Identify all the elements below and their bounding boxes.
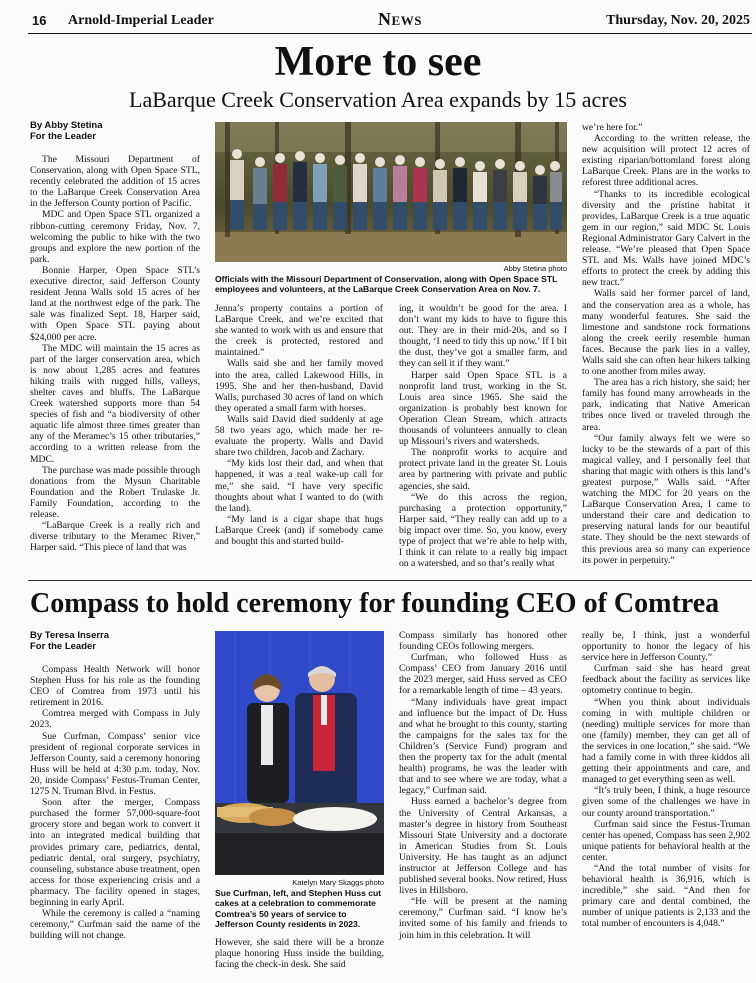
paragraph: The purchase was made possible through donations from the Mysun Charitable Foundation and the Robert Trulaske Jr. Family Foundation, according to the release.	[30, 464, 200, 520]
story2-column-4	[582, 630, 750, 980]
story2-headline: Compass to hold ceremony for founding CEO of Comtrea	[30, 588, 720, 619]
byline-name: By Abby Stetina	[30, 120, 103, 131]
group-photo-image	[215, 122, 567, 262]
issue-date: Thursday, Nov. 20, 2025	[606, 13, 750, 28]
paragraph: The MDC will maintain the 15 acres as part of the larger conservation area, which is now about 1,285 acres and features hiking trails with rugged hills, valleys, shelter caves and bluffs. The LaBarque Creek watershed supports more than 54 species of fish and “a biodiversity of other aquatic life almost three times greater than any of the Meramec’s 15 other tributaries,” according to a written release from the MDC.	[30, 342, 200, 465]
paragraph: “It’s truly been, I think, a huge resource given some of the challenges we have in our county around transportation.”	[582, 785, 750, 819]
paragraph: “My kids lost their dad, and when that happened, it was a real wake-up call for me,” she said. “I have very specific thoughts about what I wanted to do (with the land).	[215, 458, 383, 514]
story2-photo	[215, 631, 384, 875]
story2-column-1	[30, 664, 200, 980]
paragraph: According to the written release, the new acquisition will protect 12 acres of existing riparian/bottomland forest along LaBarque Creek. Plans are in the works to reforest three additional acres.	[582, 133, 750, 189]
story1-byline	[30, 120, 103, 142]
paragraph: ing, it wouldn’t be good for the area. I don’t want my kids to have to figure this out. They are in their mid-20s, and so I thought, ‘I need to tidy this up now.’ If I bit the dust, they’ve got a smaller farm, and they can sell it if they want.”	[399, 303, 567, 370]
paragraph: “And the total number of visits for behavioral health is 36,916, which is incredible,” she said. “And then for primary care and dental combined, the number of unique patients is 2,133 and the total number of encounters is 4,048.”	[582, 862, 750, 930]
paragraph: “My land is a cigar shape that hugs LaBarque Creek (and) if somebody came and bought this and started build-	[215, 513, 383, 547]
cake-cutting-image	[215, 631, 384, 875]
story1-photo-credit: Abby Stetina photo	[503, 264, 567, 273]
paragraph: “When you think about individuals coming in with multiple children or (needing) multiple services for more than one (family) member, they can get all of the services in one location,” she said. “We had a family come in with three kiddos all getting their appointments and care, and managed to get everything seen as well.	[582, 696, 750, 786]
paragraph: Harper said Open Space STL is a nonprofit land trust, working in the St. Louis area since 1965. She said the organization is probably best known for Operation Clean Stream, which attracts thousands of volunteers annually to clean up Missouri’s rivers and watersheds.	[399, 369, 567, 448]
paragraph: Compass similarly has honored other founding CEOs following mergers.	[399, 630, 567, 653]
paragraph: “LaBarque Creek is a really rich and diverse tributary to the Meramec River,” Harper said. “This piece of land that was	[30, 520, 200, 554]
paragraph: “He will be present at the naming ceremony,” Curfman said. “I know he’s invited some of his family and friends to join him in this celebration. It will	[399, 896, 567, 941]
paragraph: Compass Health Network will honor Stephen Huss for his role as the founding CEO of Comtrea from 1973 until his retirement in 2016.	[30, 664, 200, 709]
paragraph: Walls said her former parcel of land, and the conservation area as a whole, has many wonderful features. She said the limestone and sandstone rock formations along the creek eerily resemble human faces. Because the park lies in a valley, Walls said she can often hear hikers talking to one another from miles away.	[582, 288, 750, 378]
story2-photo-credit: Katelyn Mary Skaggs photo	[292, 878, 384, 887]
paragraph: Jenna’s property contains a portion of LaBarque Creek, and we’re excited that she wanted to work with us and ensure that the creek is protected, restored and maintained.”	[215, 303, 383, 359]
paragraph: Sue Curfman, Compass’ senior vice president of regional corporate services in Jefferson County, said a ceremony honoring Huss will be held at 4:30 p.m. today, Nov. 20, inside Compass’ Festus-Truman Center, 1275 N. Truman Blvd. in Festus.	[30, 730, 200, 798]
paragraph: Curfman said she has heard great feedback about the facility as services like optometry continue to begin.	[582, 663, 750, 697]
section-name: News	[378, 9, 422, 29]
paragraph: Curfman, who followed Huss as Compass’ CEO from January 2016 until the 2023 merger, said Huss served as CEO for a remarkable length of time – 43 years.	[399, 652, 567, 697]
paragraph: The area has a rich history, she said; her family has found many arrowheads in the park, indicating that Native American tribes once lived or traveled through the area.	[582, 377, 750, 433]
paragraph: Comtrea merged with Compass in July 2023.	[30, 708, 200, 731]
story1-photo-caption: Officials with the Missouri Department of Conservation, along with Open Space STL employees and volunteers, at the LaBarque Creek Conservation Area on Nov. 7.	[215, 274, 558, 295]
paragraph: “Our family always felt we were so lucky to be the stewards of a part of this magical valley, and I personally feel that sharing that magic with others is this land’s greatest purpose,” Walls said. “After watching the MDC for 20 years on the LaBarque Conservation Area, I came to understand their care and dedication to preserving natural lands for our beautiful state. They should be the next stewards of this previous area so many can experience its power in perpetuity.”	[582, 432, 750, 566]
paragraph: Walls said David died suddenly at age 58 two years ago, which made her re-evaluate the property. Walls and David share two children, Jacob and Zachary.	[215, 413, 383, 459]
story2-byline	[30, 630, 109, 652]
publication-name: Arnold-Imperial Leader	[68, 13, 214, 28]
story2-column-2	[215, 937, 384, 981]
story2-column-3	[399, 630, 567, 980]
paragraph: “Thanks to its incredible ecological diversity and the pristine habitat it provides, LaBarque Creek is a true aquatic gem in our region,” said MDC St. Louis Regional Administrator Gary Calvert in the release. “We’re pleased that Open Space STL and Ms. Walls have joined MDC’s efforts to protect the creek by adding this new tract.”	[582, 188, 750, 289]
paragraph: “Many individuals have great impact and influence but the impact of Dr. Huss and what he brought to this county, starting the campaigns for the sales tax for the Children’s (Service Fund) program and then the property tax for the adult (mental health) programs, he was the leader with that and to see where we are today, what a legacy,” Curfman said.	[399, 696, 567, 797]
paragraph: Walls said she and her family moved into the area, called Lakewood Hills, in 1995. She and her then-husband, David Walls, purchased 30 acres of land on which they operated a small farm with horses.	[215, 358, 383, 414]
story1-kicker: More to see	[274, 39, 482, 85]
paragraph: The Missouri Department of Conservation, along with Open Space STL, recently celebrated the addition of 15 acres to the LaBarque Creek Conservation Area in the Jefferson County portion of Pacific.	[30, 154, 200, 210]
byline-name: By Teresa Inserra	[30, 630, 110, 641]
paragraph: Bonnie Harper, Open Space STL’s executive director, said Jefferson County resident Jenna Walls sold 15 acres of her land at the northwest edge of the park. The sale was finalized Sept. 18, Harper said, with Open Space STL paying about $24,000 per acre.	[30, 264, 200, 343]
paragraph: Huss earned a bachelor’s degree from the University of Central Arkansas, a master’s degree in history from Southeast Missouri State University and a doctorate in American Studies from St. Louis University. He has taught as an adjunct instructor at Jefferson College and has published several books. Now retired, Huss lives in Hillsboro.	[399, 796, 567, 897]
story1-photo	[215, 122, 567, 262]
paragraph: Curfman said since the Festus-Truman center has opened, Compass has seen 2,902 unique patients for behavioral health at the center.	[582, 818, 750, 863]
paragraph: “We do this across the region, purchasing a protection opportunity,” Harper said. “They really can add up to a big impact over time. So, you know, every type of project that we’re able to help with, I think it can relate to a really big impact on a watershed, and so that’s really what	[399, 491, 567, 570]
page-number: 16	[32, 13, 47, 28]
paragraph: The nonprofit works to acquire and protect private land in the greater St. Louis area by partnering with private and public agencies, she said.	[399, 447, 567, 492]
byline-outlet: For the Leader	[30, 131, 96, 142]
paragraph: we’re here for.”	[582, 122, 643, 133]
story1-column-3	[399, 303, 567, 579]
story1-column-1	[30, 154, 200, 579]
story1-column-4	[582, 122, 750, 579]
paragraph: really be, I think, just a wonderful opportunity to honor the legacy of his service here in Jefferson County.”	[582, 630, 750, 664]
paragraph: Soon after the merger, Compass purchased the former 57,000-square-foot grocery store and began work to convert it into an integrated medical building that provides primary care, pediatrics, dental, pediatric dental, oral surgery, psychiatry, counseling, substance abuse treatment, open access for those experiencing crisis and a pharmacy. The facility opened in stages, beginning in early April.	[30, 797, 200, 908]
story-divider	[28, 580, 752, 581]
page-header	[0, 0, 756, 28]
story1-column-2	[215, 303, 383, 579]
paragraph: MDC and Open Space STL organized a ribbon-cutting ceremony Friday, Nov. 7, welcoming the public to hike with the two groups and explore the new portion of the park.	[30, 209, 200, 265]
paragraph: While the ceremony is called a “naming ceremony,” Curfman said the name of the building will not change.	[30, 908, 200, 942]
header-rule	[28, 33, 752, 34]
byline-outlet: For the Leader	[30, 641, 96, 652]
paragraph: However, she said there will be a bronze plaque honoring Huss inside the building, facing the check-in desk. She said	[215, 937, 384, 971]
story2-photo-caption: Sue Curfman, left, and Stephen Huss cut cakes at a celebration to commemorate Comtrea’s 50 years of service to Jefferson County residents in 2023.	[215, 888, 382, 930]
story1-headline: LaBarque Creek Conservation Area expands by 15 acres	[129, 87, 627, 112]
